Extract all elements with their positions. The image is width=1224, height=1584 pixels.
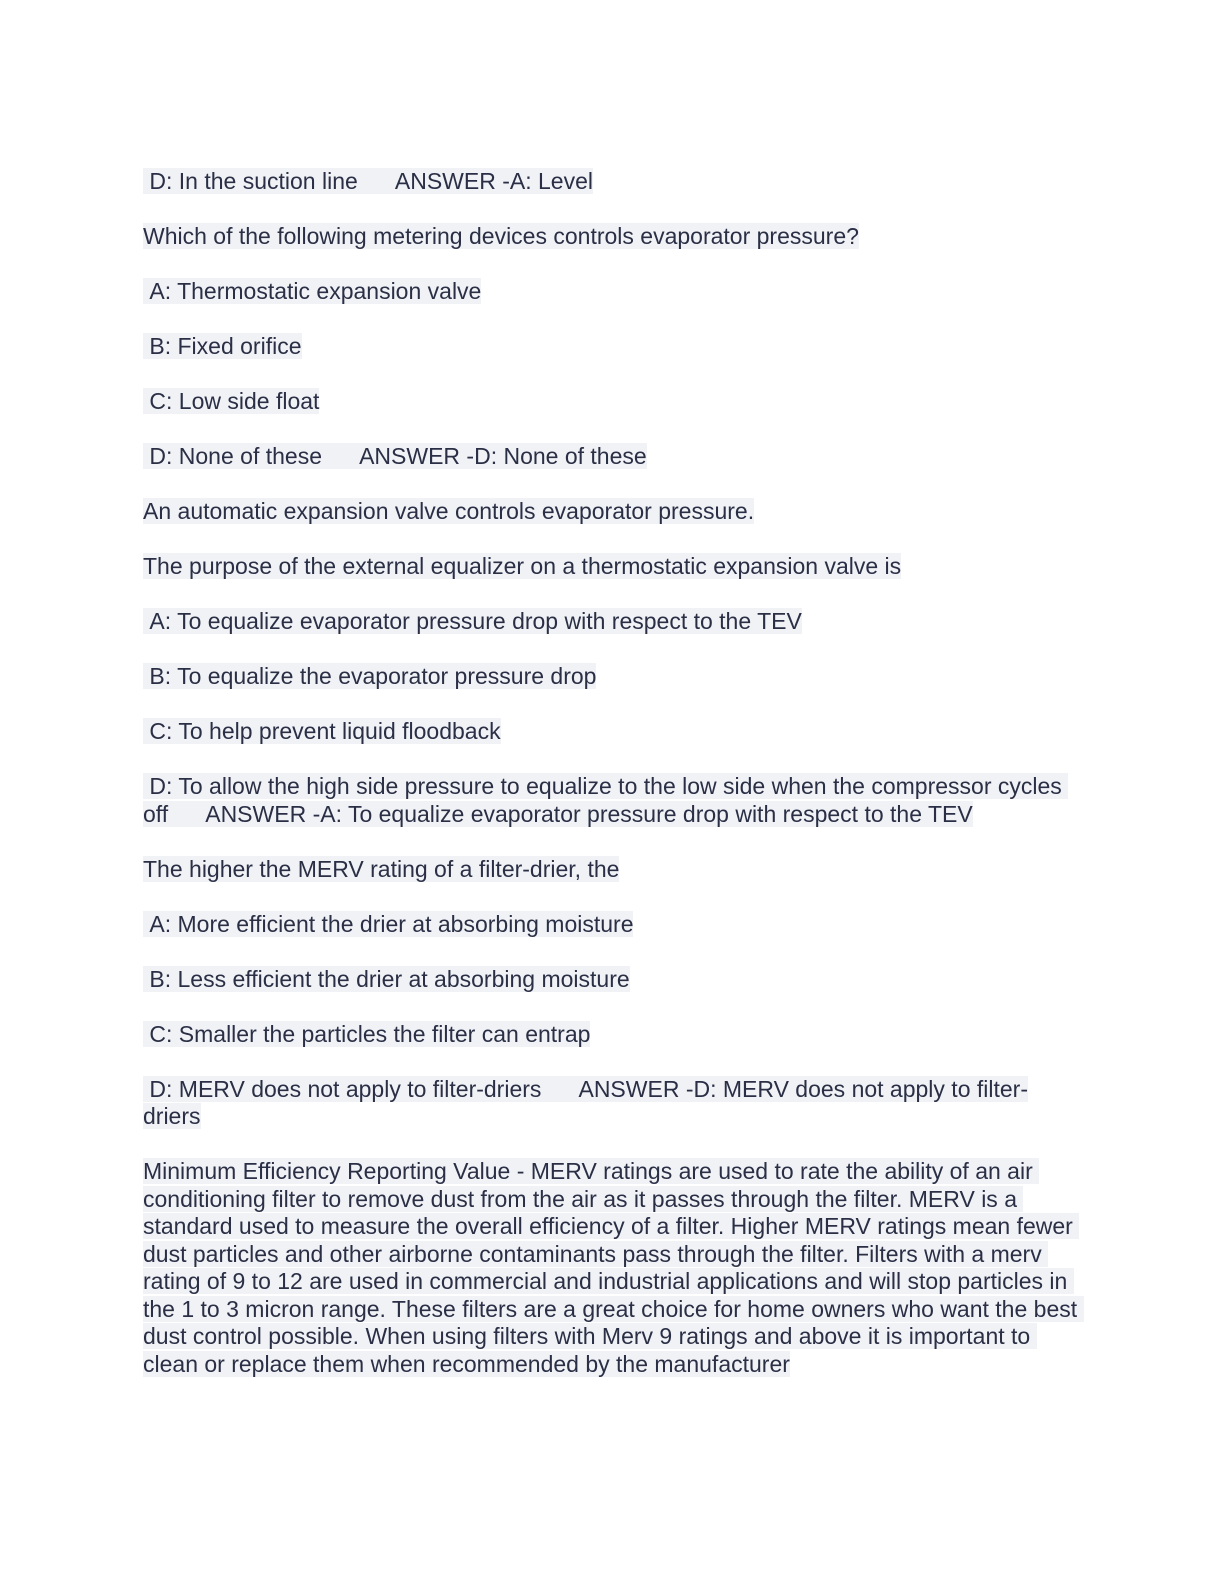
question-text: The higher the MERV rating of a filter-drier, the xyxy=(143,855,620,882)
option-text: C: To help prevent liquid floodback xyxy=(143,718,501,744)
option-b xyxy=(143,966,1083,994)
option-text: A: Thermostatic expansion valve xyxy=(143,278,482,304)
option-text: A: To equalize evaporator pressure drop with respect to the TEV xyxy=(143,608,802,634)
option-c xyxy=(143,718,1083,746)
option-c xyxy=(143,388,1083,416)
option-b xyxy=(143,333,1083,361)
question-external-equalizer xyxy=(143,553,1083,581)
option-text: D: None of these xyxy=(143,443,322,469)
option-text: A: More efficient the drier at absorbing moisture xyxy=(143,910,634,937)
option-text: B: Fixed orifice xyxy=(143,333,302,359)
option-text: C: Low side float xyxy=(143,388,320,414)
answer-text: ANSWER -A: To equalize evaporator pressure drop with respect to the TEV xyxy=(205,800,973,827)
question-metering-devices xyxy=(143,223,1083,251)
option-text: B: Less efficient the drier at absorbing moisture xyxy=(143,965,630,992)
answer-text: ANSWER -D: MERV does not apply to filter-driers xyxy=(143,1075,1028,1129)
option-b xyxy=(143,663,1083,691)
option-text: D: To allow the high side pressure to equalize to the low side when the compressor cycles off xyxy=(143,773,1069,827)
option-d-with-answer xyxy=(143,443,1083,471)
option-d-with-answer xyxy=(143,1076,1083,1131)
option-text: C: Smaller the particles the filter can entrap xyxy=(143,1020,591,1047)
option-a xyxy=(143,911,1083,939)
answer-text: ANSWER -D: None of these xyxy=(359,443,647,469)
option-d-with-answer xyxy=(143,773,1083,828)
option-text: D: In the suction line xyxy=(143,168,358,194)
answer-text: ANSWER -A: Level xyxy=(394,168,593,194)
question-text: The purpose of the external equalizer on a thermostatic expansion valve is xyxy=(143,553,902,579)
document-page xyxy=(143,168,1083,1406)
option-a xyxy=(143,608,1083,636)
option-text: B: To equalize the evaporator pressure drop xyxy=(143,663,597,689)
question-merv-rating xyxy=(143,856,1083,884)
explanation-line: An automatic expansion valve controls evaporator pressure. xyxy=(143,498,755,524)
merv-explanation xyxy=(143,1158,1083,1378)
option-d-suction-line xyxy=(143,168,1083,196)
option-c xyxy=(143,1021,1083,1049)
option-text: D: MERV does not apply to filter-driers xyxy=(143,1075,542,1102)
question-text: Which of the following metering devices controls evaporator pressure? xyxy=(143,223,859,249)
explanation-paragraph: Minimum Efficiency Reporting Value - MERV ratings are used to rate the ability of an air conditioning filter to remove dust from the air as it passes through the filter. MERV is a standard used to measure the overall efficiency of a filter. Higher MERV ratings mean fewer dust particles and other airborne contaminants pass through the filter. Filters with a merv rating of 9 to 12 are used in commercial and industrial applications and will stop particles in the 1 to 3 micron range. These filters are a great choice for home owners who want the best dust control possible. When using filters with Merv 9 ratings and above it is important to clean or replace them when recommended by the manufacturer xyxy=(143,1158,1084,1377)
option-a xyxy=(143,278,1083,306)
explanation-text xyxy=(143,498,1083,526)
